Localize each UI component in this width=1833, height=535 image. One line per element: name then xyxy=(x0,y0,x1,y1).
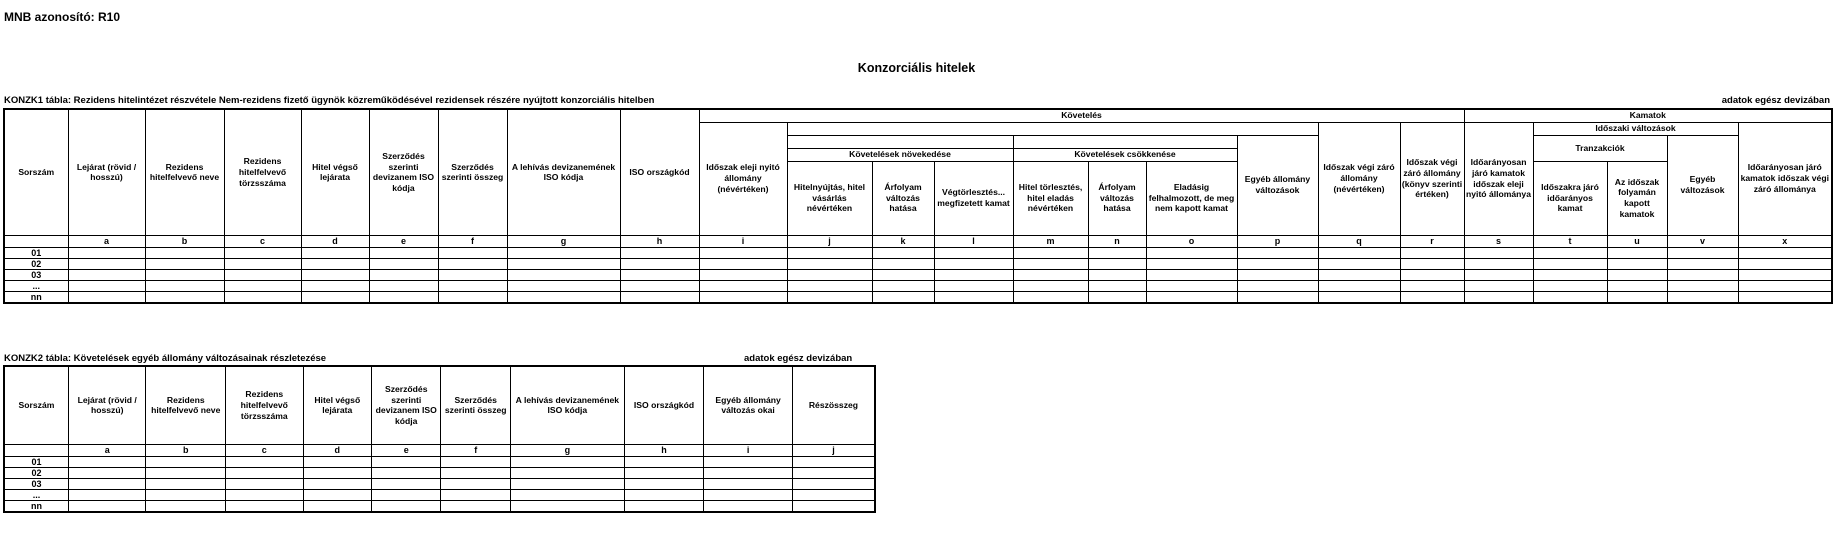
t1-input-cell[interactable] xyxy=(68,247,145,258)
t1-input-cell[interactable] xyxy=(1318,247,1400,258)
t1-input-cell[interactable] xyxy=(1607,269,1667,280)
t2-col-8: ISO országkód xyxy=(624,366,704,444)
t1-input-cell[interactable] xyxy=(1533,269,1607,280)
t1-input-cell[interactable] xyxy=(1146,280,1237,291)
t1-input-cell[interactable] xyxy=(934,280,1013,291)
t2-input-cell[interactable] xyxy=(510,467,624,478)
t2-input-cell[interactable] xyxy=(704,467,793,478)
t2-input-cell[interactable] xyxy=(704,489,793,500)
t1-input-cell[interactable] xyxy=(369,291,438,303)
t1-input-cell[interactable] xyxy=(369,280,438,291)
t1-col-megfizetett-kamat: Végtörlesztés... megfizetett kamat xyxy=(934,161,1013,235)
t1-col-kamat-nyito: Időarányosan járó kamatok időszak eleji nyitó állománya xyxy=(1464,122,1533,235)
t2-input-cell[interactable] xyxy=(372,456,441,467)
t1-input-cell[interactable] xyxy=(620,269,699,280)
t1-input-cell[interactable] xyxy=(1013,291,1088,303)
t1-col-hitelnyujtas: Hitelnyújtás, hitel vásárlás névértéken xyxy=(787,161,872,235)
t1-letter-r: r xyxy=(1400,235,1464,247)
t2-input-cell[interactable] xyxy=(372,467,441,478)
t1-input-cell[interactable] xyxy=(620,280,699,291)
t1-input-cell[interactable] xyxy=(301,269,369,280)
t1-table-row xyxy=(4,280,1832,291)
t1-input-cell[interactable] xyxy=(1088,247,1146,258)
table1-caption: KONZK1 tábla: Rezidens hitelintézet részvétele Nem-rezidens fizető ügynök közreműködésével rezidensek részére nyújtott konzorciális hitelben xyxy=(4,95,655,106)
t1-input-cell[interactable] xyxy=(507,280,620,291)
t1-input-cell[interactable] xyxy=(1237,247,1318,258)
t1-col-egyeb-allomany: Egyéb állomány változások xyxy=(1237,135,1318,235)
t2-input-cell[interactable] xyxy=(441,489,510,500)
t1-input-cell[interactable] xyxy=(1237,258,1318,269)
t1-input-cell[interactable] xyxy=(301,247,369,258)
t1-col-kamat-zaro: Időarányosan járó kamatok időszak végi záró állománya xyxy=(1738,122,1832,235)
t1-col-torzsszam: Rezidens hitelfelvevő törzsszáma xyxy=(224,109,301,235)
t1-input-cell[interactable] xyxy=(369,269,438,280)
t1-input-cell[interactable] xyxy=(224,291,301,303)
t1-col-nyito-allomany: Időszak eleji nyitó állomány (névértéken) xyxy=(699,122,787,235)
t1-row-number: ... xyxy=(4,280,68,291)
t1-input-cell[interactable] xyxy=(1318,269,1400,280)
t2-input-cell[interactable] xyxy=(792,489,875,500)
t2-input-cell[interactable] xyxy=(510,456,624,467)
t1-input-cell[interactable] xyxy=(872,247,934,258)
t1-col-kapott-kamatok: Az időszak folyamán kapott kamatok xyxy=(1607,161,1667,235)
t1-letter-d: d xyxy=(301,235,369,247)
t1-col-devizanem-iso: Szerződés szerinti devizanem ISO kódja xyxy=(369,109,438,235)
t1-input-cell[interactable] xyxy=(68,291,145,303)
t2-input-cell[interactable] xyxy=(68,478,146,489)
t1-input-cell[interactable] xyxy=(1146,247,1237,258)
t1-blank-header-2 xyxy=(787,135,1013,148)
t1-letter-g: g xyxy=(507,235,620,247)
t1-input-cell[interactable] xyxy=(301,258,369,269)
t1-input-cell[interactable] xyxy=(507,291,620,303)
t1-input-cell[interactable] xyxy=(787,280,872,291)
t1-input-cell[interactable] xyxy=(438,269,507,280)
t2-input-cell[interactable] xyxy=(146,467,226,478)
t2-input-cell[interactable] xyxy=(510,489,624,500)
t1-input-cell[interactable] xyxy=(145,269,224,280)
t1-row-number: 01 xyxy=(4,247,68,258)
t1-input-cell[interactable] xyxy=(507,269,620,280)
t1-letter-v: v xyxy=(1667,235,1738,247)
t1-input-cell[interactable] xyxy=(145,258,224,269)
t1-input-cell[interactable] xyxy=(1667,247,1738,258)
t2-input-cell[interactable] xyxy=(624,500,704,512)
t2-letter-blank xyxy=(4,444,68,456)
t1-letter-i: i xyxy=(699,235,787,247)
t1-input-cell[interactable] xyxy=(1318,258,1400,269)
t2-input-cell[interactable] xyxy=(372,500,441,512)
t1-input-cell[interactable] xyxy=(620,247,699,258)
t2-letter-c: c xyxy=(226,444,304,456)
t1-input-cell[interactable] xyxy=(1088,291,1146,303)
t2-input-cell[interactable] xyxy=(441,478,510,489)
t1-input-cell[interactable] xyxy=(699,258,787,269)
t1-letter-t: t xyxy=(1533,235,1607,247)
t2-row-number: 03 xyxy=(4,478,68,489)
t1-input-cell[interactable] xyxy=(224,269,301,280)
t1-input-cell[interactable] xyxy=(1738,269,1832,280)
t1-input-cell[interactable] xyxy=(1533,258,1607,269)
t1-input-cell[interactable] xyxy=(507,258,620,269)
t2-table-row xyxy=(4,500,875,512)
t2-input-cell[interactable] xyxy=(704,478,793,489)
t1-letter-m: m xyxy=(1013,235,1088,247)
t1-col-lejarat: Lejárat (rövid / hosszú) xyxy=(68,109,145,235)
t1-input-cell[interactable] xyxy=(620,258,699,269)
t1-table-row xyxy=(4,247,1832,258)
t1-input-cell[interactable] xyxy=(1607,258,1667,269)
t2-col-0: Sorszám xyxy=(4,366,68,444)
t1-input-cell[interactable] xyxy=(934,247,1013,258)
t1-input-cell[interactable] xyxy=(934,269,1013,280)
t1-letter-f: f xyxy=(438,235,507,247)
table2 xyxy=(3,365,876,513)
t2-row-number: 01 xyxy=(4,456,68,467)
t2-col-7: A lehívás devizanemének ISO kódja xyxy=(510,366,624,444)
t1-input-cell[interactable] xyxy=(1464,291,1533,303)
t2-letter-j: j xyxy=(792,444,875,456)
t1-table-row xyxy=(4,258,1832,269)
t1-input-cell[interactable] xyxy=(699,291,787,303)
t1-input-cell[interactable] xyxy=(1013,269,1088,280)
t1-table-row xyxy=(4,291,1832,303)
t1-letter-blank xyxy=(4,235,68,247)
t2-input-cell[interactable] xyxy=(146,489,226,500)
table1 xyxy=(3,108,1833,304)
t1-input-cell[interactable] xyxy=(1607,280,1667,291)
t1-input-cell[interactable] xyxy=(872,280,934,291)
t2-input-cell[interactable] xyxy=(441,467,510,478)
t1-group-tranzakciok: Tranzakciók xyxy=(1533,135,1667,161)
t2-table-row xyxy=(4,456,875,467)
t2-input-cell[interactable] xyxy=(303,467,371,478)
t1-input-cell[interactable] xyxy=(1464,280,1533,291)
t1-input-cell[interactable] xyxy=(224,247,301,258)
t1-group-koveteles: Követelés xyxy=(699,109,1464,122)
t1-input-cell[interactable] xyxy=(1533,280,1607,291)
t1-col-idoszakra-jaro-kamat: Időszakra járó időarányos kamat xyxy=(1533,161,1607,235)
t1-col-egyeb-valtozasok: Egyéb változások xyxy=(1667,135,1738,235)
t1-input-cell[interactable] xyxy=(301,291,369,303)
t2-input-cell[interactable] xyxy=(792,456,875,467)
t2-input-cell[interactable] xyxy=(624,489,704,500)
t1-letter-s: s xyxy=(1464,235,1533,247)
t2-input-cell[interactable] xyxy=(510,500,624,512)
t2-input-cell[interactable] xyxy=(441,456,510,467)
t1-col-zaro-konyv: Időszak végi záró állomány (könyv szerinti értéken) xyxy=(1400,122,1464,235)
t1-col-felhalmozott-kamat: Eladásig felhalmozott, de meg nem kapott kamat xyxy=(1146,161,1237,235)
t1-input-cell[interactable] xyxy=(1400,258,1464,269)
t2-input-cell[interactable] xyxy=(704,500,793,512)
t1-input-cell[interactable] xyxy=(224,258,301,269)
t1-letter-b: b xyxy=(145,235,224,247)
t1-col-lehivas-iso: A lehívás devizanemének ISO kódja xyxy=(507,109,620,235)
t1-input-cell[interactable] xyxy=(224,280,301,291)
page-title: Konzorciális hitelek xyxy=(857,61,976,75)
t1-row-number: 02 xyxy=(4,258,68,269)
t2-letter-e: e xyxy=(372,444,441,456)
t1-input-cell[interactable] xyxy=(699,247,787,258)
t2-input-cell[interactable] xyxy=(624,467,704,478)
t1-input-cell[interactable] xyxy=(438,280,507,291)
t2-input-cell[interactable] xyxy=(226,500,304,512)
t1-input-cell[interactable] xyxy=(1146,269,1237,280)
t2-input-cell[interactable] xyxy=(792,478,875,489)
t1-input-cell[interactable] xyxy=(1464,247,1533,258)
t1-input-cell[interactable] xyxy=(1013,258,1088,269)
t1-input-cell[interactable] xyxy=(934,291,1013,303)
t1-input-cell[interactable] xyxy=(145,291,224,303)
t2-input-cell[interactable] xyxy=(146,456,226,467)
t2-letter-h: h xyxy=(624,444,704,456)
t1-group-csokkenese: Követelések csökkenése xyxy=(1013,148,1237,161)
t1-input-cell[interactable] xyxy=(1318,280,1400,291)
t2-input-cell[interactable] xyxy=(303,456,371,467)
t2-letter-a: a xyxy=(68,444,146,456)
t2-letter-i: i xyxy=(704,444,793,456)
t1-input-cell[interactable] xyxy=(438,258,507,269)
t2-input-cell[interactable] xyxy=(68,467,146,478)
t1-input-cell[interactable] xyxy=(1533,247,1607,258)
t1-input-cell[interactable] xyxy=(68,269,145,280)
t1-input-cell[interactable] xyxy=(1533,291,1607,303)
t2-col-4: Hitel végső lejárata xyxy=(303,366,371,444)
t1-input-cell[interactable] xyxy=(1237,291,1318,303)
t1-letter-q: q xyxy=(1318,235,1400,247)
t1-input-cell[interactable] xyxy=(301,280,369,291)
t2-col-5: Szerződés szerinti devizanem ISO kódja xyxy=(372,366,441,444)
t1-letter-n: n xyxy=(1088,235,1146,247)
t1-input-cell[interactable] xyxy=(1013,247,1088,258)
t1-group-novekedese: Követelések növekedése xyxy=(787,148,1013,161)
t1-input-cell[interactable] xyxy=(1400,280,1464,291)
t1-letter-e: e xyxy=(369,235,438,247)
t1-input-cell[interactable] xyxy=(1667,291,1738,303)
t1-col-arfolyam-csokkenes: Árfolyam változás hatása xyxy=(1088,161,1146,235)
t1-input-cell[interactable] xyxy=(1607,247,1667,258)
t1-input-cell[interactable] xyxy=(369,258,438,269)
t1-col-vegso-lejarat: Hitel végső lejárata xyxy=(301,109,369,235)
t1-input-cell[interactable] xyxy=(872,258,934,269)
t2-input-cell[interactable] xyxy=(226,467,304,478)
t2-row-number: nn xyxy=(4,500,68,512)
t1-input-cell[interactable] xyxy=(787,269,872,280)
t1-input-cell[interactable] xyxy=(787,258,872,269)
t1-col-hitelfelvevo-neve: Rezidens hitelfelvevő neve xyxy=(145,109,224,235)
mnb-id: MNB azonosító: R10 xyxy=(4,10,121,24)
t1-letter-h: h xyxy=(620,235,699,247)
t1-input-cell[interactable] xyxy=(1088,280,1146,291)
table2-caption: KONZK2 tábla: Követelések egyéb állomány változásainak részletezése xyxy=(4,353,327,364)
t2-input-cell[interactable] xyxy=(624,456,704,467)
t2-col-3: Rezidens hitelfelvevő törzsszáma xyxy=(226,366,304,444)
t1-input-cell[interactable] xyxy=(1088,269,1146,280)
t1-input-cell[interactable] xyxy=(507,247,620,258)
t2-input-cell[interactable] xyxy=(441,500,510,512)
t2-letter-f: f xyxy=(441,444,510,456)
t2-table-row xyxy=(4,467,875,478)
t1-input-cell[interactable] xyxy=(369,247,438,258)
t1-input-cell[interactable] xyxy=(872,291,934,303)
t1-group-kamatok: Kamatok xyxy=(1464,109,1832,122)
t2-letter-g: g xyxy=(510,444,624,456)
t2-letter-b: b xyxy=(146,444,226,456)
t1-input-cell[interactable] xyxy=(787,291,872,303)
t1-input-cell[interactable] xyxy=(1088,258,1146,269)
t2-input-cell[interactable] xyxy=(510,478,624,489)
t2-input-cell[interactable] xyxy=(303,489,371,500)
t2-input-cell[interactable] xyxy=(68,456,146,467)
t2-input-cell[interactable] xyxy=(146,500,226,512)
t2-input-cell[interactable] xyxy=(226,456,304,467)
t2-input-cell[interactable] xyxy=(68,489,146,500)
t1-input-cell[interactable] xyxy=(1667,258,1738,269)
t1-input-cell[interactable] xyxy=(787,247,872,258)
t1-input-cell[interactable] xyxy=(1464,269,1533,280)
t1-letter-p: p xyxy=(1237,235,1318,247)
t2-row-number: 02 xyxy=(4,467,68,478)
t1-input-cell[interactable] xyxy=(68,258,145,269)
t2-input-cell[interactable] xyxy=(624,478,704,489)
t2-input-cell[interactable] xyxy=(372,478,441,489)
t1-input-cell[interactable] xyxy=(1738,291,1832,303)
t2-input-cell[interactable] xyxy=(303,500,371,512)
t2-row-number: ... xyxy=(4,489,68,500)
table2-note: adatok egész devizában xyxy=(744,353,853,364)
t1-input-cell[interactable] xyxy=(1400,291,1464,303)
t1-input-cell[interactable] xyxy=(872,269,934,280)
t2-input-cell[interactable] xyxy=(303,478,371,489)
t1-letter-x: x xyxy=(1738,235,1832,247)
t1-input-cell[interactable] xyxy=(1607,291,1667,303)
t2-col-2: Rezidens hitelfelvevő neve xyxy=(146,366,226,444)
t2-input-cell[interactable] xyxy=(704,456,793,467)
t1-input-cell[interactable] xyxy=(1013,280,1088,291)
t1-input-cell[interactable] xyxy=(1146,291,1237,303)
t2-table-row xyxy=(4,489,875,500)
t1-row-number: nn xyxy=(4,291,68,303)
t2-input-cell[interactable] xyxy=(792,467,875,478)
t2-input-cell[interactable] xyxy=(372,489,441,500)
t1-col-zaro-nevertek: Időszak végi záró állomány (névértéken) xyxy=(1318,122,1400,235)
t2-col-1: Lejárat (rövid / hosszú) xyxy=(68,366,146,444)
t1-input-cell[interactable] xyxy=(1667,269,1738,280)
t1-input-cell[interactable] xyxy=(1464,258,1533,269)
t1-letter-j: j xyxy=(787,235,872,247)
t1-input-cell[interactable] xyxy=(438,247,507,258)
t1-input-cell[interactable] xyxy=(1667,280,1738,291)
t1-input-cell[interactable] xyxy=(1738,280,1832,291)
t2-col-6: Szerződés szerinti összeg xyxy=(441,366,510,444)
t1-col-orszagkod: ISO országkód xyxy=(620,109,699,235)
t1-input-cell[interactable] xyxy=(934,258,1013,269)
t2-letter-d: d xyxy=(303,444,371,456)
t1-input-cell[interactable] xyxy=(1237,280,1318,291)
t1-letter-a: a xyxy=(68,235,145,247)
t1-col-szerzodes-osszeg: Szerződés szerinti összeg xyxy=(438,109,507,235)
t2-input-cell[interactable] xyxy=(226,489,304,500)
t2-input-cell[interactable] xyxy=(792,500,875,512)
t1-input-cell[interactable] xyxy=(620,291,699,303)
t2-input-cell[interactable] xyxy=(68,500,146,512)
t1-input-cell[interactable] xyxy=(1400,269,1464,280)
t1-input-cell[interactable] xyxy=(1400,247,1464,258)
t2-col-10: Részösszeg xyxy=(792,366,875,444)
t1-col-torlesztes: Hitel törlesztés, hitel eladás névértéken xyxy=(1013,161,1088,235)
t2-table-row xyxy=(4,478,875,489)
t1-col-sorszam: Sorszám xyxy=(4,109,68,235)
t2-col-9: Egyéb állomány változás okai xyxy=(704,366,793,444)
t1-letter-u: u xyxy=(1607,235,1667,247)
t1-input-cell[interactable] xyxy=(699,269,787,280)
t1-input-cell[interactable] xyxy=(145,280,224,291)
t1-input-cell[interactable] xyxy=(68,280,145,291)
t1-input-cell[interactable] xyxy=(145,247,224,258)
t1-col-arfolyam-novekedes: Árfolyam változás hatása xyxy=(872,161,934,235)
t1-input-cell[interactable] xyxy=(438,291,507,303)
t1-group-idoszaki-valtozasok: Időszaki változások xyxy=(1533,122,1738,135)
t1-letter-l: l xyxy=(934,235,1013,247)
t1-letter-c: c xyxy=(224,235,301,247)
t2-input-cell[interactable] xyxy=(146,478,226,489)
t1-row-number: 03 xyxy=(4,269,68,280)
t1-blank-header xyxy=(787,122,1318,135)
t1-input-cell[interactable] xyxy=(1738,247,1832,258)
t1-letter-o: o xyxy=(1146,235,1237,247)
t1-input-cell[interactable] xyxy=(1146,258,1237,269)
table1-note: adatok egész devizában xyxy=(1721,95,1830,106)
t1-letter-k: k xyxy=(872,235,934,247)
t1-input-cell[interactable] xyxy=(699,280,787,291)
t1-input-cell[interactable] xyxy=(1738,258,1832,269)
t2-input-cell[interactable] xyxy=(226,478,304,489)
t1-input-cell[interactable] xyxy=(1318,291,1400,303)
t1-blank-header-3 xyxy=(1013,135,1237,148)
t1-input-cell[interactable] xyxy=(1237,269,1318,280)
t1-table-row xyxy=(4,269,1832,280)
